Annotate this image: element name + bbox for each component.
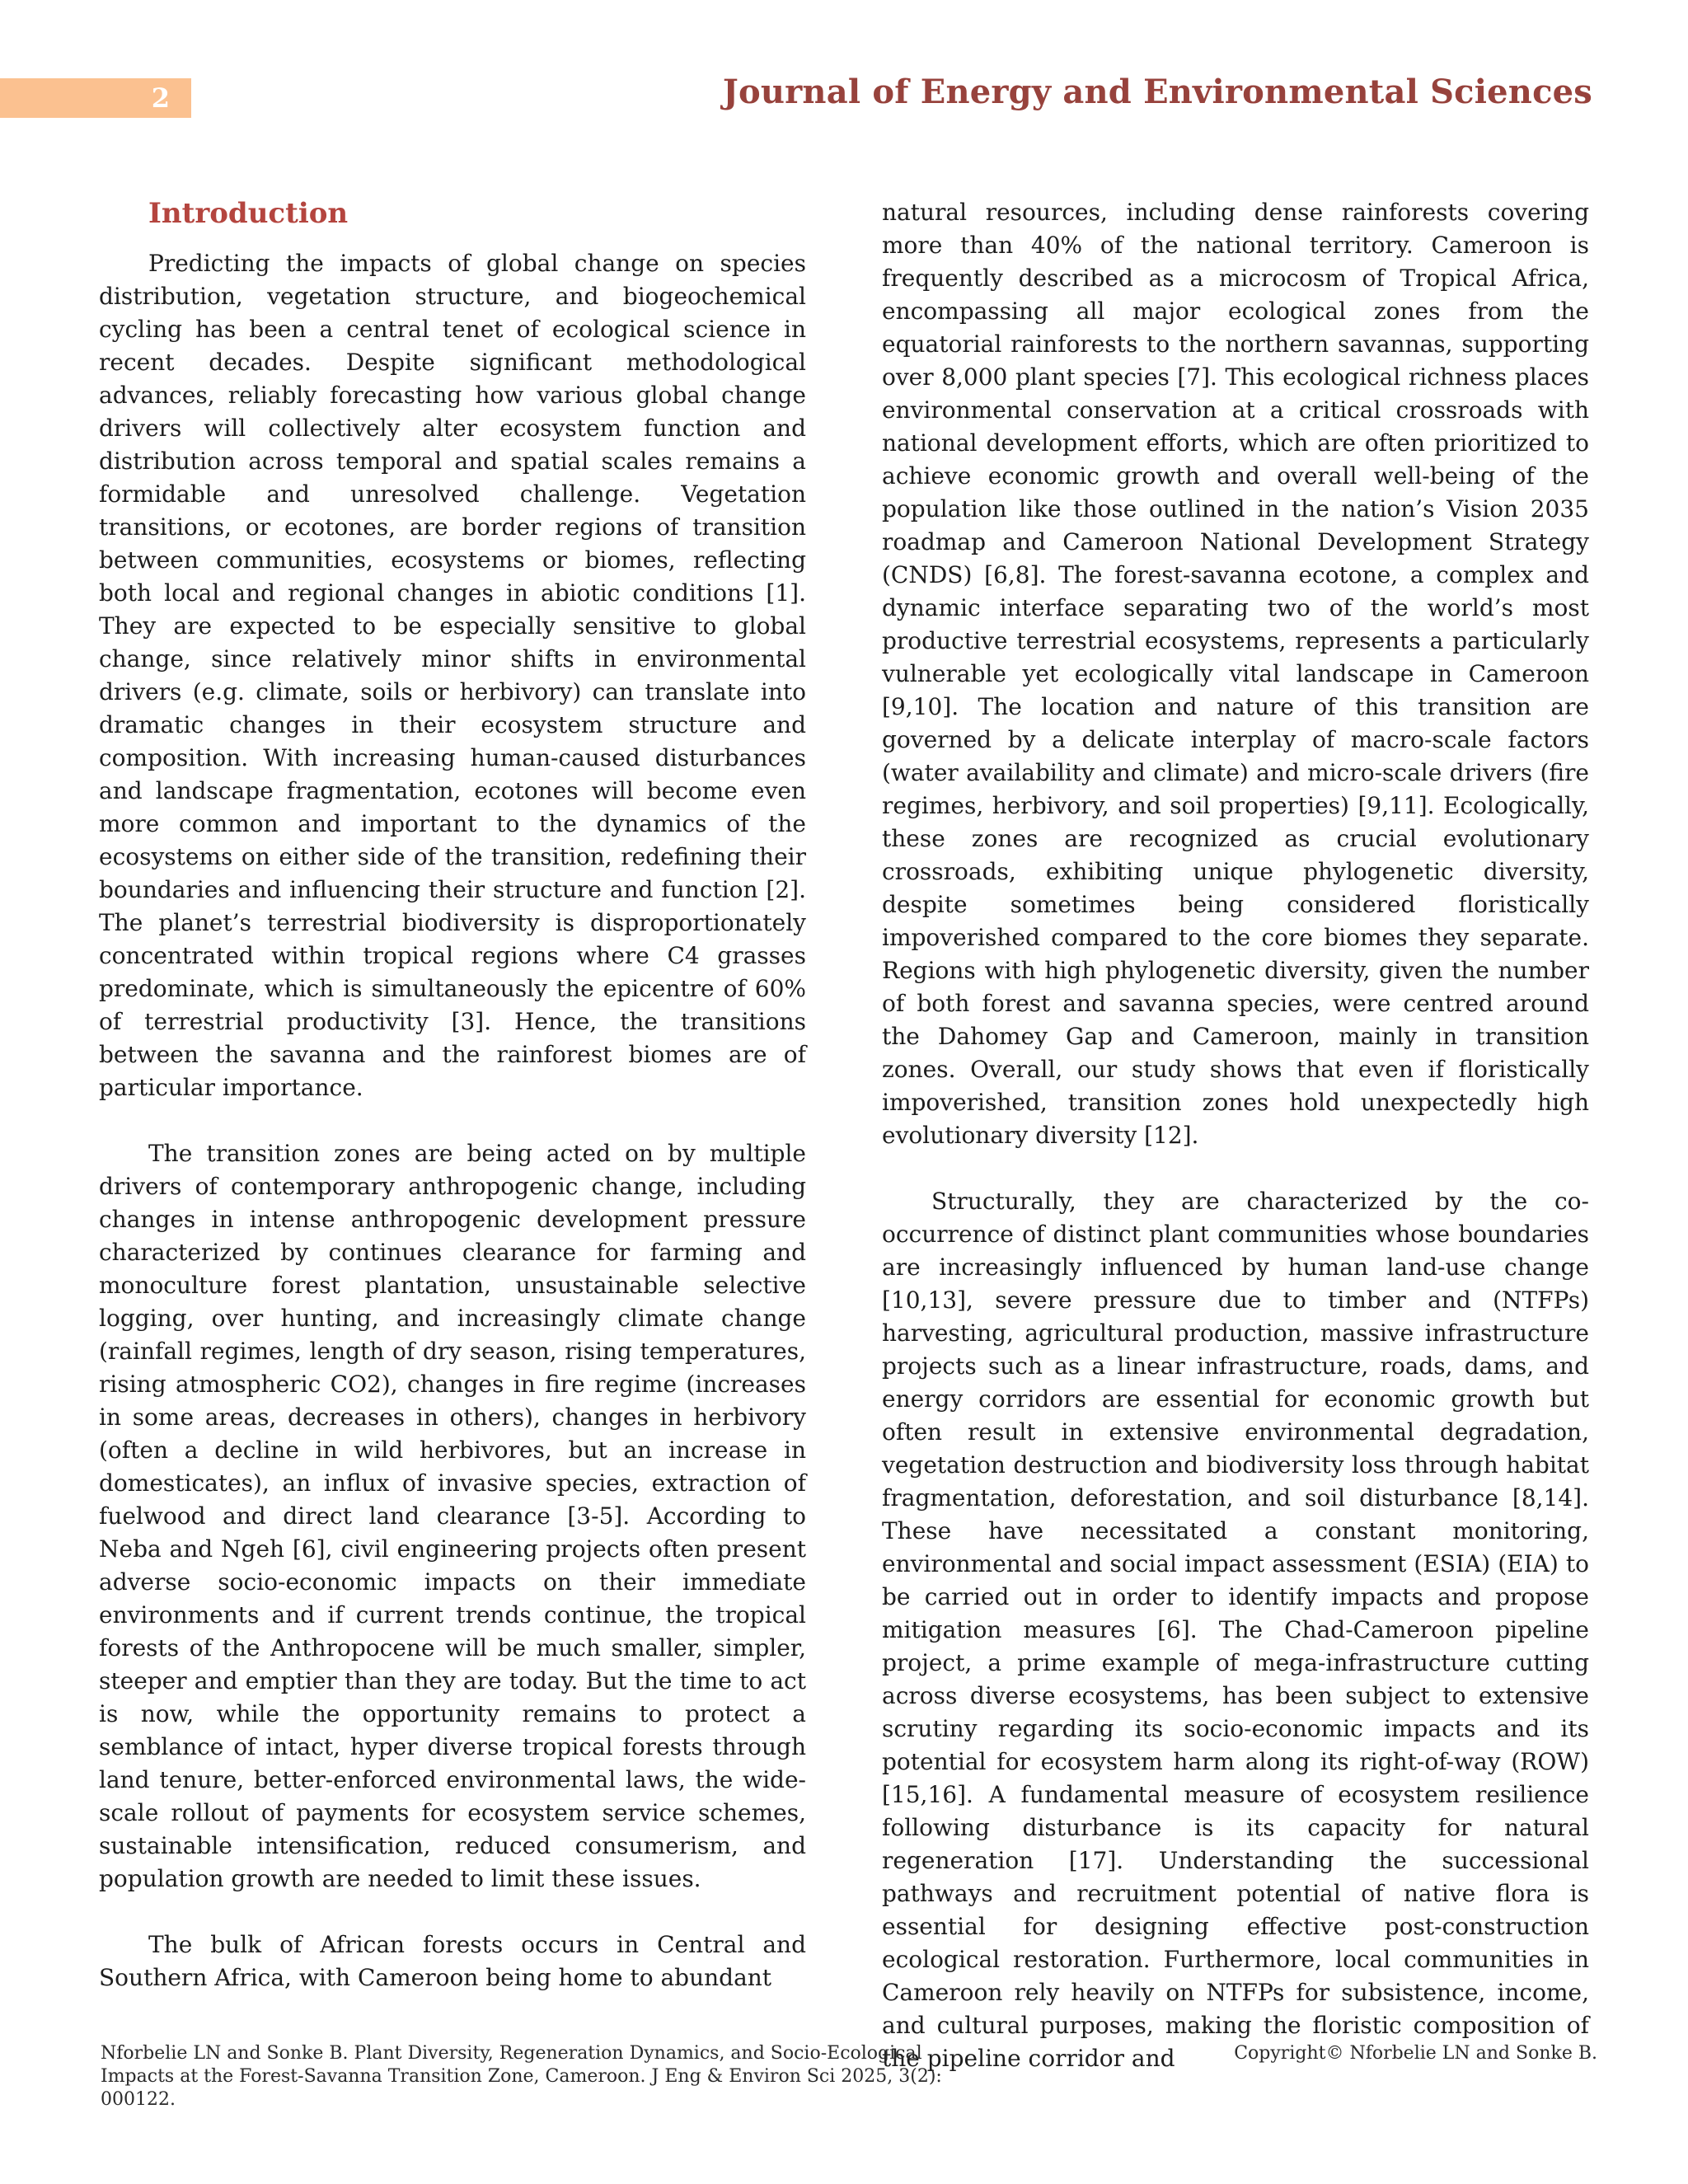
paragraph: The bulk of African forests occurs in Central and Southern Africa, with Cameroon being home to abundant	[99, 1931, 806, 1991]
right-column	[882, 196, 1589, 2108]
page-number: 2	[0, 78, 191, 118]
paragraph: The transition zones are being acted on by multiple drivers of contemporary anthropogenic change, including changes in intense anthropogenic development pressure characterized by continues clearance for farming and monoculture forest plantation, unsustainable selective logging, over hunting, and increasingly climate change (rainfall regimes, length of dry season, rising temperatures, rising atmospheric CO2), changes in fire regime (increases in some areas, decreases in others), changes in herbivory (often a decline in wild herbivores, but an increase in domesticates), an influx of invasive species, extraction of fuelwood and direct land clearance [3-5]. According to Neba and Ngeh [6], civil engineering projects often present adverse socio-economic impacts on their immediate environments and if current trends continue, the tropical forests of the Anthropocene will be much smaller, simpler, steeper and emptier than they are today. But the time to act is now, while the opportunity remains to protect a semblance of intact, hyper diverse tropical forests through land tenure, better-enforced environmental laws, the wide-scale rollout of payments for ecosystem service schemes, sustainable intensification, reduced consumerism, and population growth are needed to limit these issues.	[99, 1140, 806, 1892]
footer-copyright: Copyright© Nforbelie LN and Sonke B.	[1234, 2043, 1597, 2064]
paragraph: Structurally, they are characterized by the co-occurrence of distinct plant communities whose boundaries are increasingly influenced by human land-use change [10,13], severe pressure due to timber and (NTFPs) harvesting, agricultural production, massive infrastructure projects such as a linear infrastructure, roads, dams, and energy corridors are essential for economic growth but often result in extensive environmental degradation, vegetation destruction and biodiversity loss through habitat fragmentation, deforestation, and soil disturbance [8,14]. These have necessitated a constant monitoring, environmental and social impact assessment (ESIA) (EIA) to be carried out in order to identify impacts and propose mitigation measures [6]. The Chad-Cameroon pipeline project, a prime example of mega-infrastructure cutting across diverse ecosystems, has been subject to extensive scrutiny regarding its socio-economic impacts and its potential for ecosystem harm along its right-of-way (ROW) [15,16]. A fundamental measure of ecosystem resilience following disturbance is its capacity for natural regeneration [17]. Understanding the successional pathways and recruitment potential of native flora is essential for designing effective post-construction ecological restoration. Furthermore, local communities in Cameroon rely heavily on NTFPs for subsistence, income, and cultural purposes, making the floristic composition of the pipeline corridor and	[882, 1188, 1589, 2072]
journal-title: Journal of Energy and Environmental Sciences	[722, 73, 1592, 111]
paragraph: natural resources, including dense rainforests covering more than 40% of the national territory. Cameroon is frequently described as a microcosm of Tropical Africa, encompassing all major ecological zones from the equatorial rainforests to the northern savannas, supporting over 8,000 plant species [7]. This ecological richness places environmental conservation at a critical crossroads with national development efforts, which are often prioritized to achieve economic growth and overall well-being of the population like those outlined in the nation’s Vision 2035 roadmap and Cameroon National Development Strategy (CNDS) [6,8]. The forest-savanna ecotone, a complex and dynamic interface separating two of the world’s most productive terrestrial ecosystems, represents a particularly vulnerable yet ecologically vital landscape in Cameroon [9,10]. The location and nature of this transition are governed by a delicate interplay of macro-scale factors (water availability and climate) and micro-scale drivers (fire regimes, herbivory, and soil properties) [9,11]. Ecologically, these zones are recognized as crucial evolutionary crossroads, exhibiting unique phylogenetic diversity, despite sometimes being considered floristically impoverished compared to the core biomes they separate. Regions with high phylogenetic diversity, given the number of both forest and savanna species, were centred around the Dahomey Gap and Cameroon, mainly in transition zones. Overall, our study shows that even if floristically impoverished, transition zones hold unexpectedly high evolutionary diversity [12].	[882, 199, 1589, 1149]
left-column	[99, 196, 806, 2027]
paragraph: Predicting the impacts of global change on species distribution, vegetation structure, and biogeochemical cycling has been a central tenet of ecological science in recent decades. Despite significant methodological advances, reliably forecasting how various global change drivers will collectively alter ecosystem function and distribution across temporal and spatial scales remains a formidable and unresolved challenge. Vegetation transitions, or ecotones, are border regions of transition between communities, ecosystems or biomes, reflecting both local and regional changes in abiotic conditions [1]. They are expected to be especially sensitive to global change, since relatively minor shifts in environmental drivers (e.g. climate, soils or herbivory) can translate into dramatic changes in their ecosystem structure and composition. With increasing human-caused disturbances and landscape fragmentation, ecotones will become even more common and important to the dynamics of the ecosystems on either side of the transition, redefining their boundaries and influencing their structure and function [2]. The planet’s terrestrial biodiversity is disproportionately concentrated within tropical regions where C4 grasses predominate, which is simultaneously the epicentre of 60% of terrestrial productivity [3]. Hence, the transitions between the savanna and the rainforest biomes are of particular importance.	[99, 250, 806, 1101]
section-heading: Introduction	[148, 197, 349, 230]
footer-citation: Nforbelie LN and Sonke B. Plant Diversity, Regeneration Dynamics, and Socio-Ecological Impacts at the Forest-Savanna Transition Zone, Cameroon. J Eng & Environ Sci 2025, 3(2): 000122.	[101, 2043, 942, 2110]
